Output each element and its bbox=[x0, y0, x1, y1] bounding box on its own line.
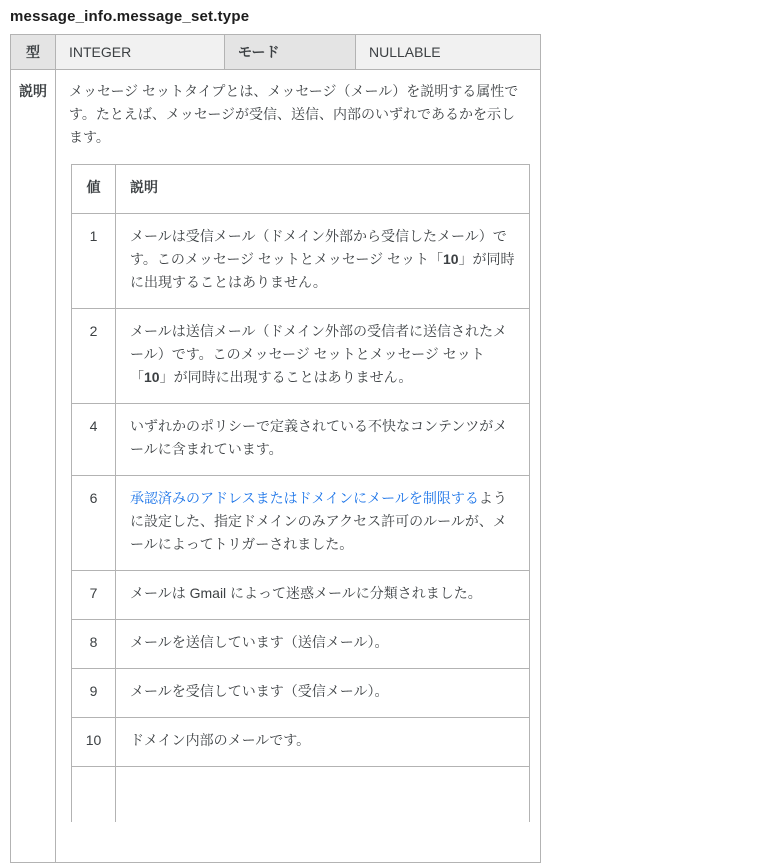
description-content-cell bbox=[56, 70, 541, 863]
value-cell: 10 bbox=[72, 718, 116, 767]
description-text-segment: 」が同時に出現することはありません。 bbox=[130, 251, 515, 290]
value-description-cell bbox=[116, 620, 530, 669]
restrict-mail-to-approved-addresses-link[interactable]: 承認済みのアドレスまたはドメインにメールを制限する bbox=[130, 490, 479, 506]
value-cell: 1 bbox=[72, 214, 116, 309]
type-mode-row bbox=[11, 35, 541, 70]
description-label-cell: 説明 bbox=[11, 70, 56, 863]
type-label-cell: 型 bbox=[11, 35, 56, 70]
description-text-segment: メールを送信しています（送信メール）。 bbox=[130, 634, 389, 650]
value-row bbox=[72, 669, 530, 718]
value-description-cell bbox=[116, 718, 530, 767]
value-row bbox=[72, 214, 530, 309]
value-row bbox=[72, 404, 530, 476]
description-text-segment: メールは送信メール（ドメイン外部の受信者に送信されたメール）です。このメッセージ セットとメッセージ セット「 bbox=[130, 323, 508, 385]
values-table-body bbox=[72, 214, 530, 823]
description-row bbox=[11, 70, 541, 863]
field-name-title: message_info.message_set.type bbox=[10, 8, 250, 25]
value-description-cell bbox=[116, 309, 530, 404]
value-cell: 8 bbox=[72, 620, 116, 669]
bold-value-reference: 10 bbox=[442, 251, 459, 267]
value-cell: 6 bbox=[72, 476, 116, 571]
type-value-cell: INTEGER bbox=[56, 35, 225, 70]
value-description-cell bbox=[116, 767, 530, 823]
value-description-cell bbox=[116, 476, 530, 571]
bold-value-reference: 10 bbox=[144, 369, 160, 385]
value-cell: 2 bbox=[72, 309, 116, 404]
description-text-segment: メールは Gmail によって迷惑メールに分類されました。 bbox=[130, 585, 482, 601]
description-text-segment: ように設定した、指定ドメインのみアクセス許可のルールが、メールによってトリガーされました。 bbox=[130, 490, 507, 552]
value-description-cell bbox=[116, 669, 530, 718]
description-text-segment: 」が同時に出現することはありません。 bbox=[159, 369, 413, 385]
value-description-cell bbox=[116, 571, 530, 620]
value-description-cell bbox=[116, 404, 530, 476]
description-text-segment: メールは受信メール（ドメイン外部から受信したメール）です。このメッセージ セットとメッセージ セット「 bbox=[130, 228, 507, 267]
value-row bbox=[72, 620, 530, 669]
value-column-header: 値 bbox=[72, 165, 116, 214]
value-cell: 9 bbox=[72, 669, 116, 718]
value-description-cell bbox=[116, 214, 530, 309]
value-cell: 4 bbox=[72, 404, 116, 476]
mode-value-cell: NULLABLE bbox=[356, 35, 541, 70]
value-cell bbox=[72, 767, 116, 823]
description-column-header: 説明 bbox=[116, 165, 530, 214]
value-cell: 7 bbox=[72, 571, 116, 620]
value-row bbox=[72, 767, 530, 823]
description-text-segment: ドメイン内部のメールです。 bbox=[130, 732, 311, 748]
values-table bbox=[71, 164, 530, 822]
field-definition-table bbox=[10, 34, 541, 863]
mode-label-cell: モード bbox=[225, 35, 356, 70]
description-text-segment: いずれかのポリシーで定義されている不快なコンテンツがメールに含まれています。 bbox=[130, 418, 508, 457]
value-row bbox=[72, 571, 530, 620]
field-description-text: メッセージ セットタイプとは、メッセージ（メール）を説明する属性です。たとえば、メッセージが受信、送信、内部のいずれであるかを示します。 bbox=[69, 83, 519, 145]
description-text-segment: メールを受信しています（受信メール）。 bbox=[130, 683, 389, 699]
value-row bbox=[72, 476, 530, 571]
values-header-row bbox=[72, 165, 530, 214]
value-row bbox=[72, 309, 530, 404]
value-row bbox=[72, 718, 530, 767]
